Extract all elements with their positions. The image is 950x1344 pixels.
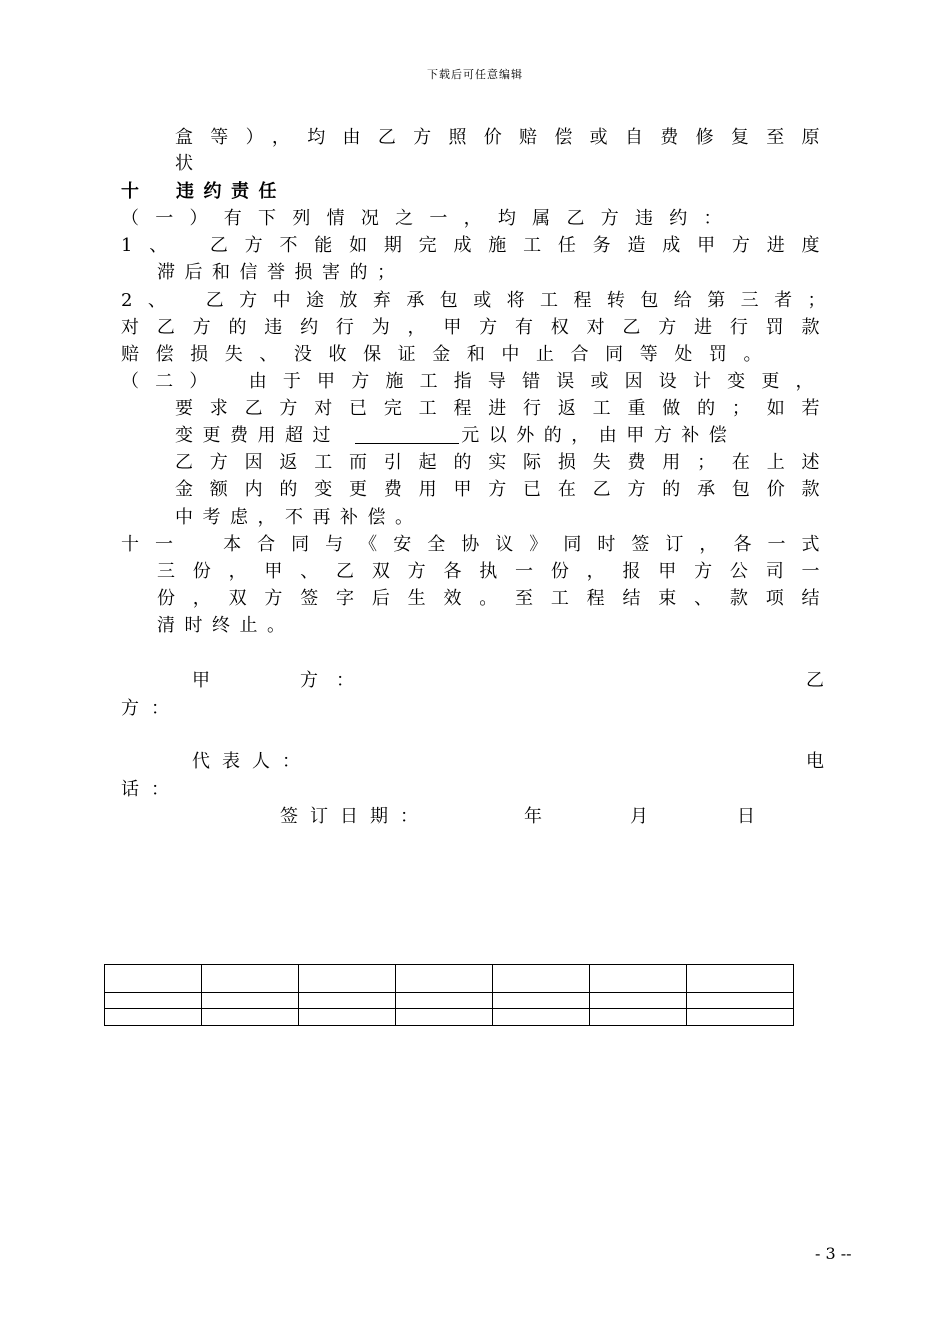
representative-label: 代表人： <box>192 751 312 772</box>
table-cell <box>105 1009 202 1026</box>
table-cell <box>493 965 590 993</box>
phone-label: 电 <box>806 751 824 772</box>
sign-date-label: 签订日期： <box>280 806 430 827</box>
table-cell <box>105 965 202 993</box>
date-month: 月 <box>630 806 648 827</box>
clause-line: 要求乙方对已完工程进行返工重做的；如若 <box>175 398 829 419</box>
section-heading: 十 违约责任 <box>121 181 286 202</box>
empty-table <box>104 964 794 1026</box>
table-cell <box>396 1009 493 1026</box>
table-cell <box>493 993 590 1009</box>
table-cell <box>590 965 687 993</box>
table-cell <box>590 1009 687 1026</box>
table-cell <box>299 1009 396 1026</box>
clause-line: 中考虑，不再补偿。 <box>175 507 423 528</box>
table-cell <box>202 965 299 993</box>
clause-line: （一）有下列情况之一，均属乙方违约： <box>121 208 731 229</box>
phone-label-cont: 话： <box>121 779 181 800</box>
clause-line: 金额内的变更费用甲方已在乙方的承包价款 <box>175 479 829 500</box>
table-cell <box>687 965 794 993</box>
table-row <box>105 993 794 1009</box>
table-cell <box>105 993 202 1009</box>
table-cell <box>590 993 687 1009</box>
table-row <box>105 1009 794 1026</box>
clause-line: 十一 本合同与《安全协议》同时签订，各一式 <box>121 534 829 555</box>
table-row <box>105 965 794 993</box>
clause-line: 1、 乙方不能如期完成施工任务造成甲方进度 <box>121 235 829 256</box>
table-cell <box>396 993 493 1009</box>
date-day: 日 <box>737 806 755 827</box>
party-b-label-cont: 方： <box>121 698 181 719</box>
clause-line: （二） 由于甲方施工指导错误或因设计变更， <box>121 371 823 392</box>
clause-line: 2、 乙方中途放弃承包或将工程转包给第三者； <box>121 290 835 311</box>
clause-line: 三份，甲、乙双方各执一份，报甲方公司一 <box>157 561 829 582</box>
table-cell <box>299 993 396 1009</box>
clause-text: 元以外的，由甲方补偿 <box>461 425 737 446</box>
table-cell <box>202 1009 299 1026</box>
table-cell <box>687 993 794 1009</box>
table-cell <box>396 965 493 993</box>
clause-line: 对乙方的违约行为，甲方有权对乙方进行罚款 <box>121 317 829 338</box>
party-b-label: 乙 <box>806 670 824 691</box>
table-cell <box>493 1009 590 1026</box>
clause-line <box>175 424 736 448</box>
date-year: 年 <box>524 806 542 827</box>
table-cell <box>687 1009 794 1026</box>
clause-line: 赔偿损失、没收保证金和中止合同等处罚。 <box>121 344 771 365</box>
page-header: 下载后可任意编辑 <box>427 68 523 81</box>
table-cell <box>202 993 299 1009</box>
page-number: - 3 -- <box>815 1244 852 1263</box>
table-cell <box>299 965 396 993</box>
clause-text: 变更费用超过 <box>175 425 340 446</box>
clause-line: 乙方因返工而引起的实际损失费用；在上述 <box>175 452 829 473</box>
clause-line: 清时终止。 <box>157 615 295 636</box>
clause-line: 滞后和信誉损害的； <box>157 262 405 283</box>
clause-line: 状 <box>175 153 203 174</box>
party-a-label: 甲 方： <box>192 670 372 691</box>
clause-line: 盒等），均由乙方照价赔偿或自费修复至原 <box>175 127 829 148</box>
clause-line: 份，双方签字后生效。至工程结束、款项结 <box>157 588 829 609</box>
amount-blank <box>355 425 459 444</box>
